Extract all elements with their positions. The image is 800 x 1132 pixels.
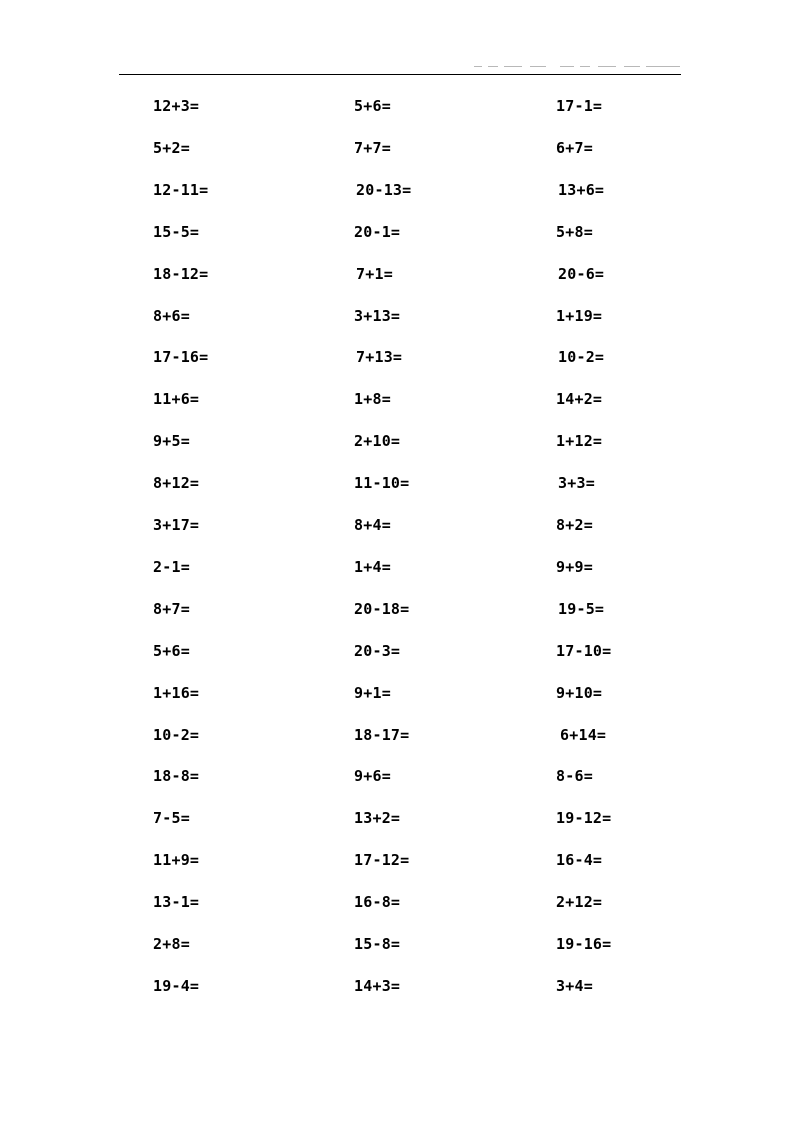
math-problem: 7+7=	[354, 139, 391, 157]
math-problem: 18-8=	[153, 767, 200, 785]
math-problem: 17-1=	[556, 97, 603, 115]
math-problem: 7+1=	[356, 265, 393, 283]
math-problem: 5+8=	[556, 223, 593, 241]
math-problem: 19-5=	[558, 600, 605, 618]
math-problem: 2+12=	[556, 893, 603, 911]
math-problem: 17-12=	[354, 851, 410, 869]
math-problem: 16-4=	[556, 851, 603, 869]
math-problem: 2+10=	[354, 432, 401, 450]
math-problem: 9+9=	[556, 558, 593, 576]
math-problem: 11-10=	[354, 474, 410, 492]
math-problem: 15-5=	[153, 223, 200, 241]
math-problem: 6+14=	[560, 726, 607, 744]
math-problem: 1+12=	[556, 432, 603, 450]
math-problem: 15-8=	[354, 935, 401, 953]
math-problem: 3+17=	[153, 516, 200, 534]
math-problem: 20-3=	[354, 642, 401, 660]
math-problem: 19-16=	[556, 935, 612, 953]
math-problem: 20-1=	[354, 223, 401, 241]
math-problem: 1+19=	[556, 307, 603, 325]
math-problem: 8+2=	[556, 516, 593, 534]
math-problem: 10-2=	[153, 726, 200, 744]
math-problem: 14+3=	[354, 977, 401, 995]
math-problem: 12+3=	[153, 97, 200, 115]
math-problem: 17-10=	[556, 642, 612, 660]
math-problem: 12-11=	[153, 181, 209, 199]
math-problem: 9+10=	[556, 684, 603, 702]
math-problem: 10-2=	[558, 348, 605, 366]
math-problem: 9+1=	[354, 684, 391, 702]
math-problem: 6+7=	[556, 139, 593, 157]
math-problem: 20-6=	[558, 265, 605, 283]
math-problem: 17-16=	[153, 348, 209, 366]
math-problem: 20-18=	[354, 600, 410, 618]
math-problem: 3+4=	[556, 977, 593, 995]
math-problem: 18-12=	[153, 265, 209, 283]
math-problem: 5+6=	[354, 97, 391, 115]
math-problem: 8-6=	[556, 767, 593, 785]
math-problem: 8+7=	[153, 600, 190, 618]
math-problem: 13-1=	[153, 893, 200, 911]
math-problem: 5+6=	[153, 642, 190, 660]
math-problem: 9+6=	[354, 767, 391, 785]
math-problem: 1+4=	[354, 558, 391, 576]
math-problem: 2+8=	[153, 935, 190, 953]
math-problem: 7-5=	[153, 809, 190, 827]
math-problem: 13+2=	[354, 809, 401, 827]
math-problem: 19-4=	[153, 977, 200, 995]
math-problem: 3+3=	[558, 474, 595, 492]
math-problem: 2-1=	[153, 558, 190, 576]
math-problem: 3+13=	[354, 307, 401, 325]
math-problem: 8+4=	[354, 516, 391, 534]
math-problem: 18-17=	[354, 726, 410, 744]
math-problem: 16-8=	[354, 893, 401, 911]
header-rule	[119, 74, 681, 75]
math-problem: 11+6=	[153, 390, 200, 408]
math-problem: 1+8=	[354, 390, 391, 408]
math-problem: 19-12=	[556, 809, 612, 827]
header-faint-text	[474, 64, 680, 70]
math-problem: 5+2=	[153, 139, 190, 157]
math-problem: 8+6=	[153, 307, 190, 325]
math-problem: 11+9=	[153, 851, 200, 869]
math-problem: 7+13=	[356, 348, 403, 366]
math-problem: 9+5=	[153, 432, 190, 450]
math-problem: 13+6=	[558, 181, 605, 199]
math-problem: 14+2=	[556, 390, 603, 408]
math-problem: 20-13=	[356, 181, 412, 199]
math-problem: 1+16=	[153, 684, 200, 702]
math-problem: 8+12=	[153, 474, 200, 492]
